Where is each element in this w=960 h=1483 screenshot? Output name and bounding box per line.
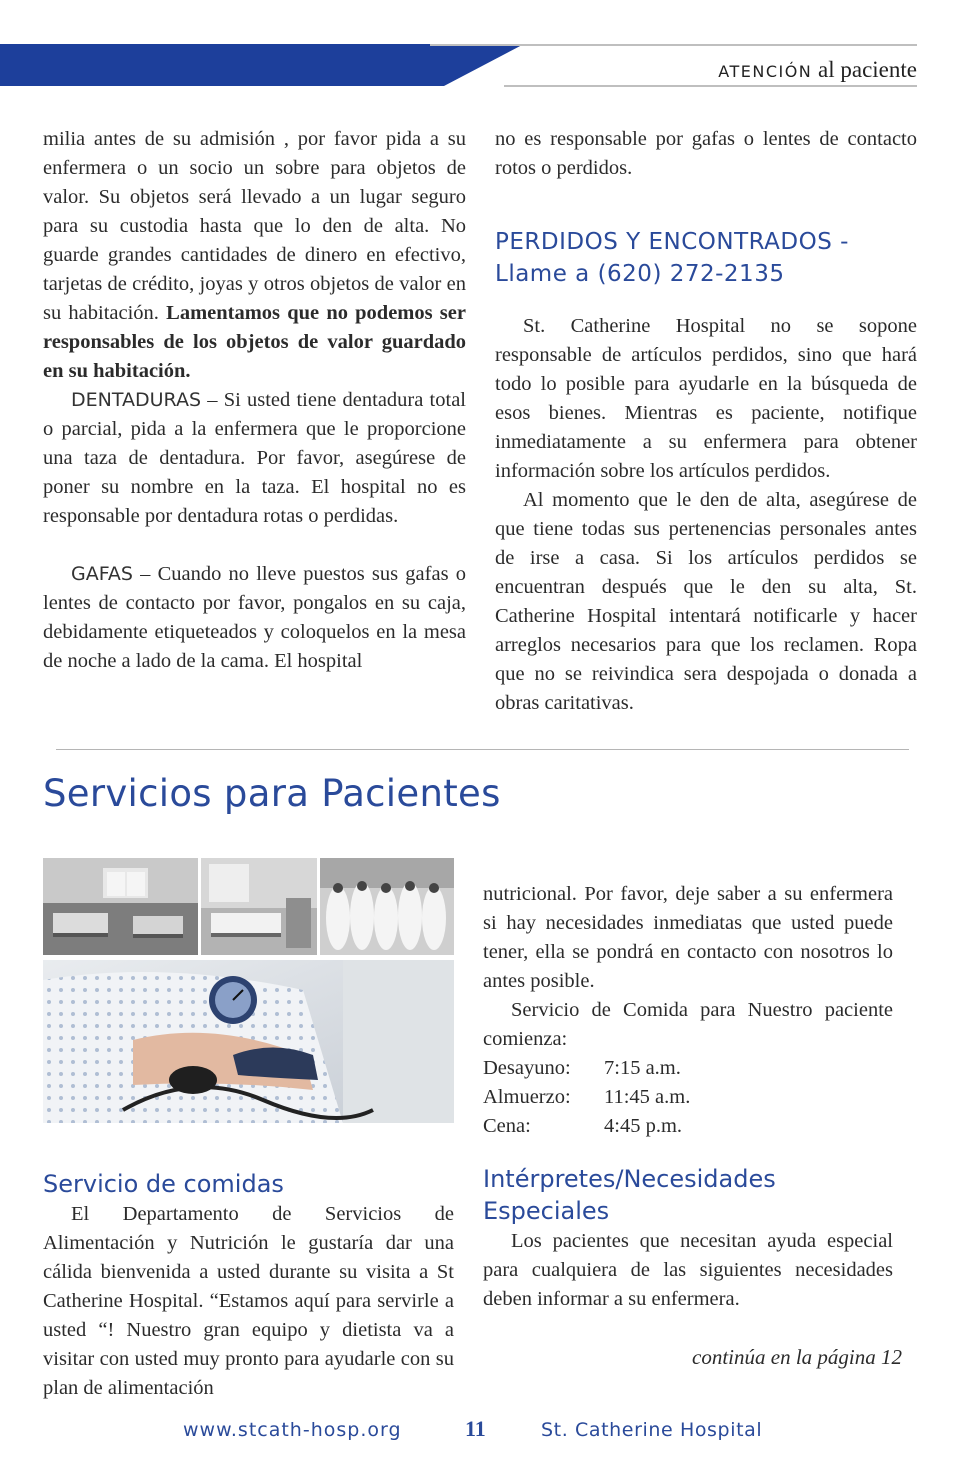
left-column: [43, 125, 466, 676]
header-rule-top: [430, 44, 917, 46]
glasses-continued-paragraph: no es responsable por gafas o lentes de contacto rotos o perdidos.: [495, 128, 917, 179]
footer-url-link[interactable]: www.stcath-hosp.org: [183, 1419, 402, 1441]
lost-found-paragraph-2: Al momento que le den de alta, asegúrese de que tiene todas sus pertenencias personales antes de irse a casa. Si los artículos perdidos se encuentran después que le den su alta, St. Catherine Hospital intentará notificarle y hacer arreglos necesarios para que los reclamen. Ropa que no se reivindica sera despojada o donada a obras caritativas.: [495, 489, 917, 714]
continued-note: continúa en la página 12: [692, 1345, 902, 1369]
meal-time: 7:15 a.m.: [604, 1057, 681, 1079]
food-service-paragraph: El Departamento de Servicios de Alimentación y Nutrición le gustaría dar una cálida bienvenida a usted durante su visita a St Catherine Hospital. “Estamos aquí para servirle a usted “! Nuestro gran equipo y dietista va a visitar con usted muy pronto para ayudarle con su plan de alimentación: [43, 1203, 454, 1399]
valuables-warning: Lamentamos que no podemos ser responsables de los objetos de valor guardado en su habitación.: [43, 302, 466, 382]
meal-row: [483, 1083, 893, 1112]
meal-time: 11:45 a.m.: [604, 1086, 691, 1108]
meal-label: Desayuno:: [483, 1057, 571, 1079]
page-number: 11: [465, 1416, 486, 1441]
meal-intro: Servicio de Comida para Nuestro paciente comienza:: [483, 999, 893, 1050]
meal-label: Almuerzo:: [483, 1086, 571, 1108]
lost-found-paragraph-1: St. Catherine Hospital no se sopone responsable de artículos perdidos, sino que hará todo lo posible para ayudarle en la búsqueda de esos bienes. Mientras es paciente, notifique inmediatamente a su enfermera para obtener información sobre los artículos perdidos.: [495, 315, 917, 482]
historic-nurses-photo: [320, 858, 454, 955]
right-column: [495, 125, 917, 718]
meal-row: [483, 1112, 893, 1141]
meal-row: [483, 1054, 893, 1083]
interpreters-paragraph: Los pacientes que necesitan ayuda especial para cualquiera de las siguientes necesidades deben informar a su enfermera.: [483, 1230, 893, 1310]
meal-time: 4:45 p.m.: [604, 1115, 683, 1137]
meal-schedule: [483, 1054, 893, 1141]
header-band: [0, 44, 524, 86]
glasses-paragraph: GAFAS – Cuando no lleve puestos sus gafas o lentes de contacto por favor, pongalos en su caja, debidamente etiqueteados y coloquelos en la mesa de noche a lado de la cama. El hospital: [43, 563, 466, 672]
dentures-paragraph: DENTADURAS – Si usted tiene dentadura total o parcial, pida a la enfermera que le proporcione una taza de dentadura. Por favor, asegúrese de poner su nombre en la taza. El hospital no es responsable por dentadura rotas o perdidas.: [43, 389, 466, 527]
header-rule-bottom: [504, 85, 917, 87]
food-service-heading: Servicio de comidas: [43, 1170, 284, 1198]
lost-found-heading: PERDIDOS Y ENCONTRADOS - Llame a (620) 272-2135: [495, 229, 849, 287]
dentures-label: DENTADURAS: [71, 389, 202, 411]
nutrition-column: [483, 880, 893, 1314]
valuables-paragraph: milia antes de su admisión , por favor pida a su enfermera o un socio un sobre para objetos de valor. Su objetos será llevado a un lugar seguro para su custodia hasta que lo den de alta. No guarde grandes cantidades de dinero en efectivo, tarjetas de crédito, joyas y otros objetos de valor en su habitación. Lamentamos que no podemos ser responsables de los objetos de valor guardado en su habitación.: [43, 128, 466, 382]
historic-hospital-room-photo: [43, 858, 198, 955]
footer-organization: St. Catherine Hospital: [541, 1419, 763, 1441]
section-label: ATENCIÓN al paciente: [718, 57, 917, 82]
meal-label: Cena:: [483, 1115, 531, 1137]
interpreters-heading: Intérpretes/Necesidades Especiales: [483, 1165, 776, 1225]
services-title: Servicios para Pacientes: [43, 772, 501, 815]
lost-found-phone: Llame a (620) 272-2135: [495, 261, 785, 287]
section-divider: [56, 749, 909, 750]
glasses-label: GAFAS: [71, 563, 133, 585]
nutrition-paragraph: nutricional. Por favor, deje saber a su enfermera si hay necesidades inmediatas que usted puede tener, ella se pondrá en contacto con nosotros lo antes posible.: [483, 883, 893, 992]
blood-pressure-photo: [43, 960, 454, 1123]
food-service-column: [43, 1200, 454, 1403]
historic-bed-photo: [201, 858, 317, 955]
